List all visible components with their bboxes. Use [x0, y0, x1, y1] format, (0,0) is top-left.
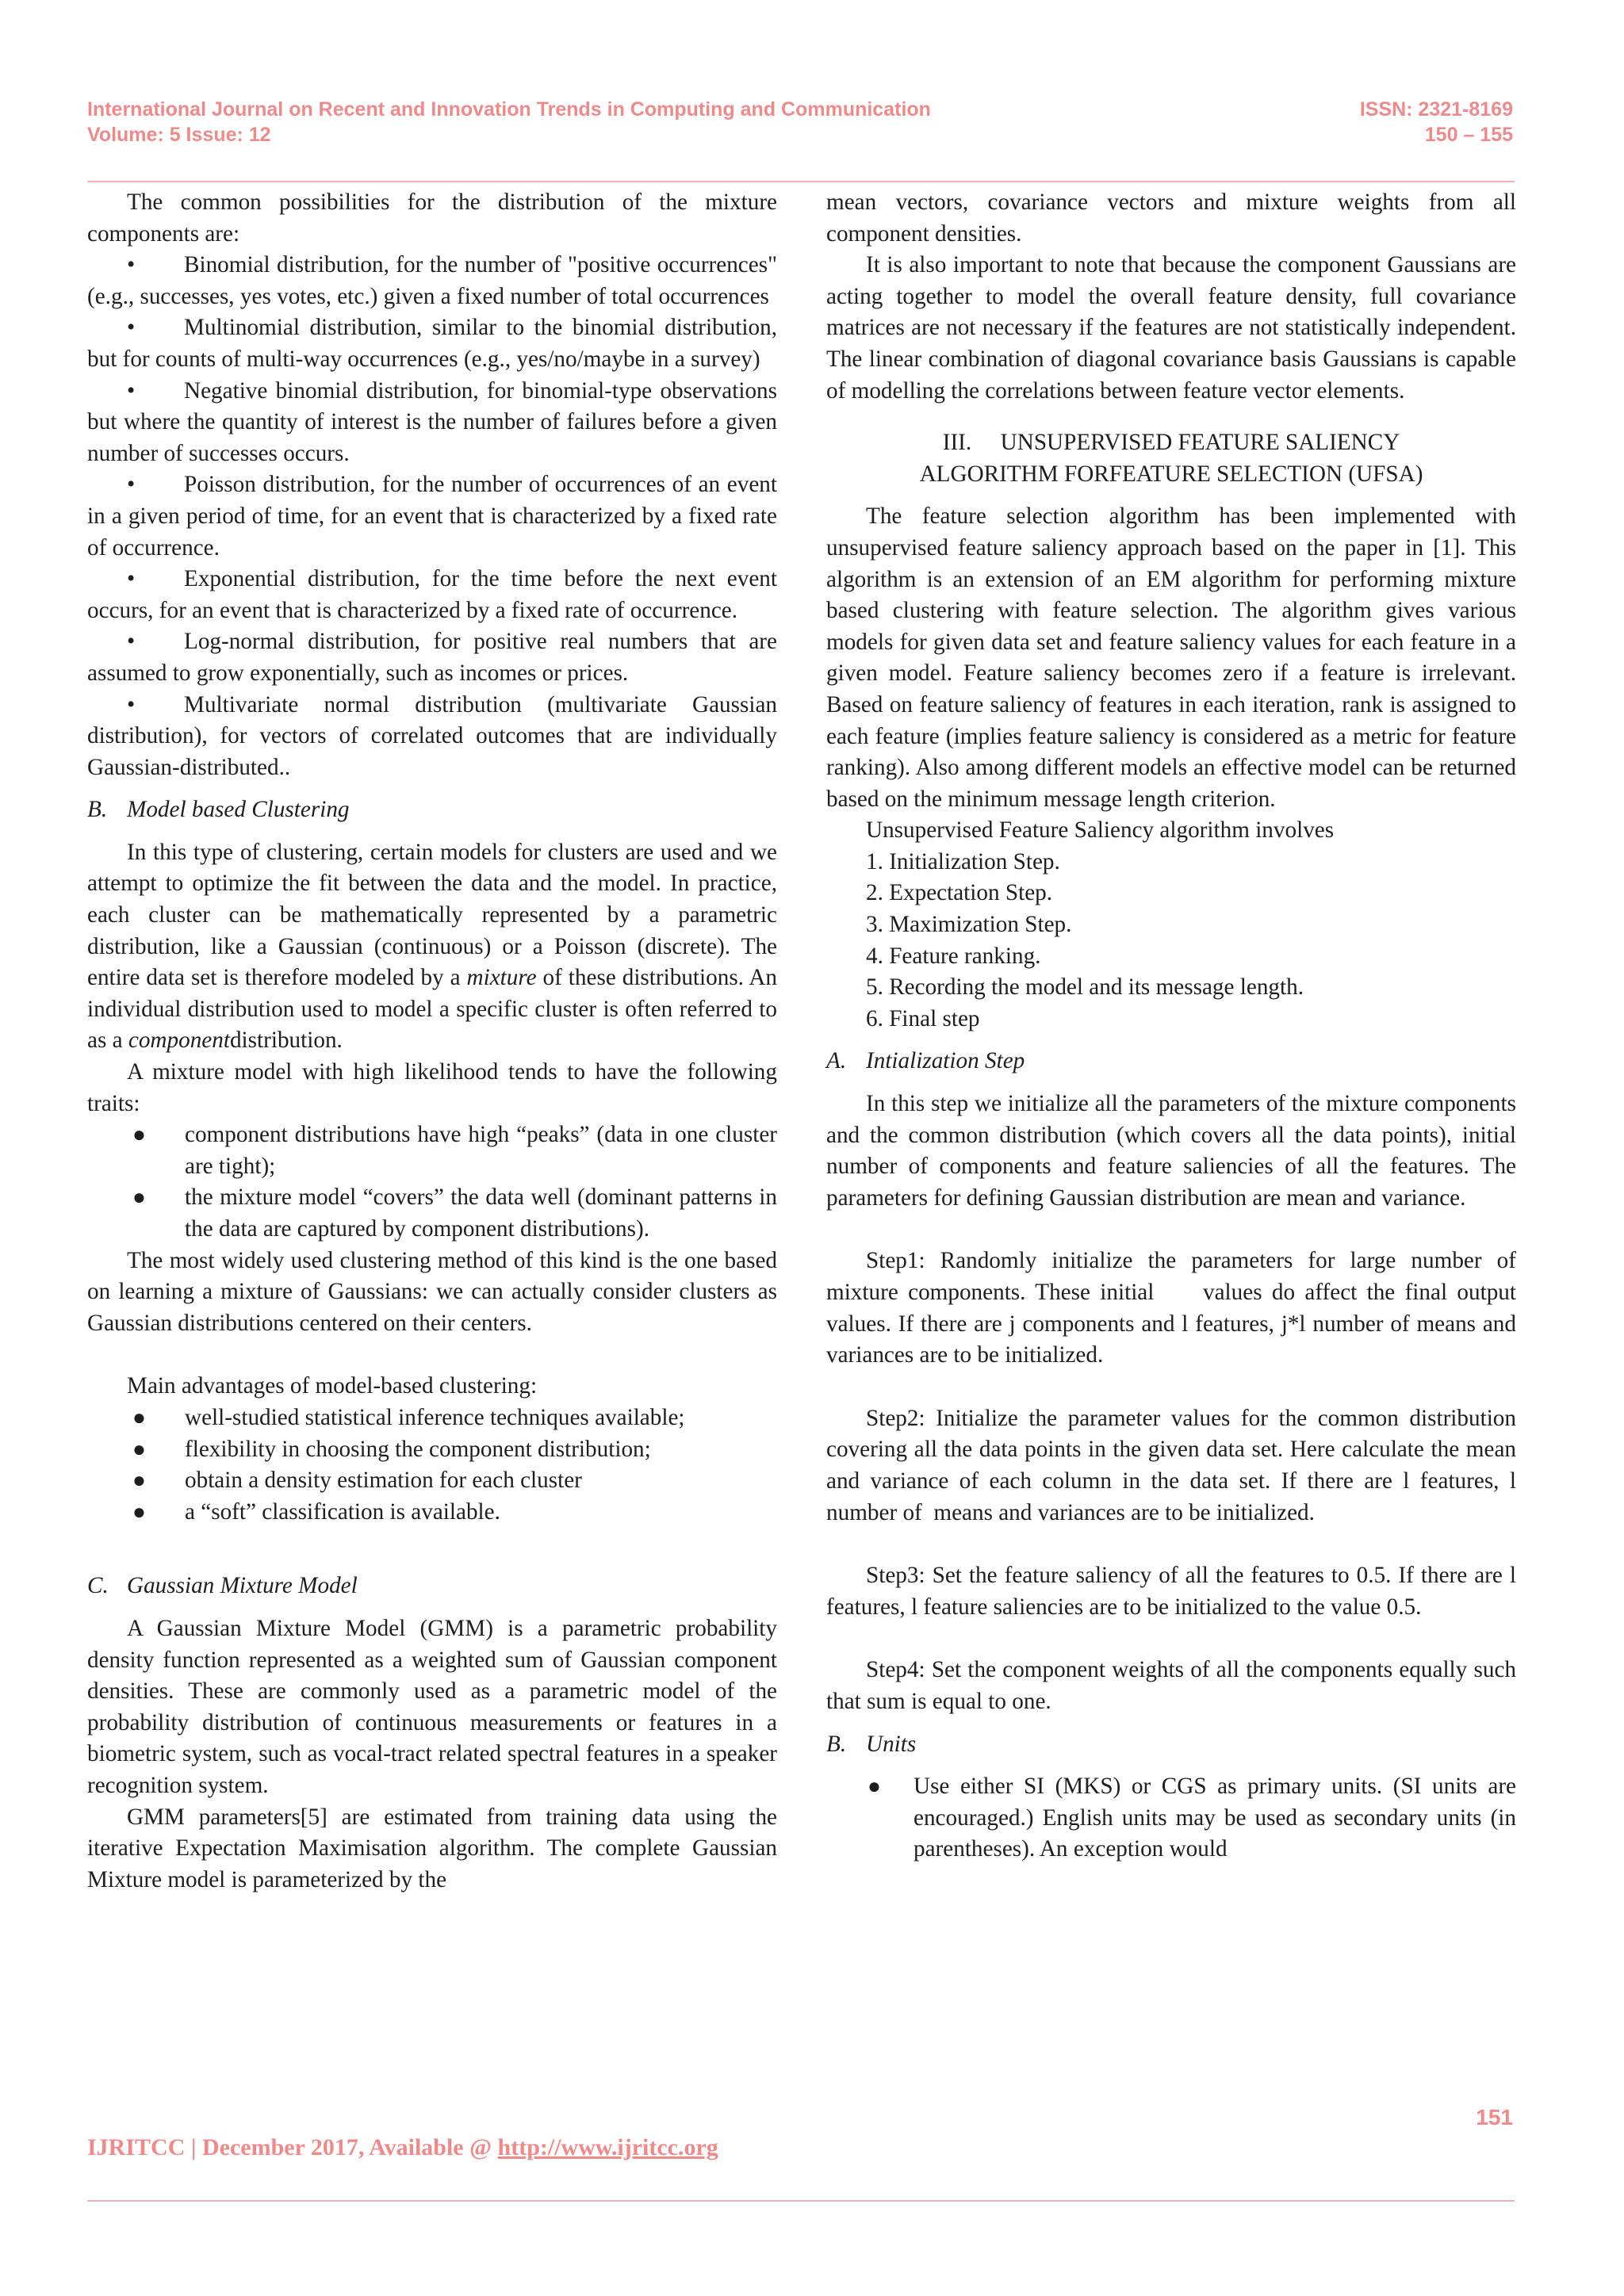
units-list [826, 1771, 1516, 1866]
distribution-item: • Negative binomial distribution, for binomial-type observations but where the quantity of interest is the number of failures before a given number of successes occurs. [87, 377, 777, 466]
header-rule [87, 181, 1515, 182]
step3-paragraph: Step3: Set the feature saliency of all the features to 0.5. If there are l features, l feature saliencies are to be initialized to the value 0.5. [826, 1563, 1516, 1620]
algorithm-steps [826, 815, 1516, 1035]
feature-selection-paragraph: The feature selection algorithm has been implemented with unsupervised feature saliency approach based on the paper in [1]. This algorithm is an extension of an EM algorithm for performing mixture based clustering with feature selection. The algorithm gives various models for given data set and feature saliency values for each feature in a given model. Feature saliency becomes zero if a feature is irrelevant. Based on feature saliency of features in each iteration, rank is assigned to each feature (implies feature saliency is considered as a metric for feature ranking). Also among different models an effective model can be returned based on the minimum message length criterion. [826, 503, 1516, 812]
step-item: 4. Feature ranking. [866, 943, 1041, 969]
trait-item: ● the mixture model “covers” the data well (dominant patterns in the data are captured by component distributions). [132, 1184, 777, 1242]
distribution-intro: The common possibilities for the distribution of the mixture components are: [87, 189, 777, 247]
advantages-list [87, 1402, 777, 1528]
footer-text: IJRITCC | December 2017, Available @ http://www.ijritcc.org [87, 2134, 718, 2160]
gaussian-mixture-paragraph: The most widely used clustering method of this kind is the one based on learning a mixture of Gaussians: we can actually consider clusters as Gaussian distributions centered on their centers. [87, 1247, 777, 1336]
advantage-item: ● flexibility in choosing the component distribution; [132, 1436, 651, 1462]
steps-intro: Unsupervised Feature Saliency algorithm involves [866, 817, 1335, 844]
section-heading-ufsa: III. UNSUPERVISED FEATURE SALIENCY ALGORITHM FORFEATURE SELECTION (UFSA) [919, 430, 1423, 487]
distribution-item: • Exponential distribution, for the time before the next event occurs, for an event that is characterized by a fixed rate of occurrence. [87, 566, 777, 623]
left-column [87, 187, 777, 1896]
journal-meta [1360, 97, 1513, 147]
section-heading-gmm: C. Gaussian Mixture Model [87, 1573, 358, 1599]
step-item: 5. Recording the model and its message length. [866, 974, 1304, 1001]
distribution-item: • Log-normal distribution, for positive real numbers that are assumed to grow exponentially, such as incomes or prices. [87, 629, 777, 686]
step1-paragraph: Step1: Randomly initialize the parameters for large number of mixture components. These initial values do affect the final output values. If there are j components and l features, j*l number of means and variances are to be initialized. [826, 1248, 1522, 1368]
journal-link[interactable]: http://www.ijritcc.org [497, 2134, 718, 2160]
section-heading-model-based-clustering: B. Model based Clustering [87, 797, 350, 823]
units-item: ● Use either SI (MKS) or CGS as primary units. (SI units are encouraged.) English units may be used as secondary units (in parentheses). An exception would [868, 1774, 1516, 1862]
distribution-item: • Poisson distribution, for the number of occurrences of an event in a given period of time, for an event that is characterized by a fixed rate of occurrence. [87, 472, 777, 561]
distribution-item: • Multinomial distribution, similar to the binomial distribution, but for counts of multi-way occurrences (e.g., yes/no/maybe in a survey) [87, 315, 777, 372]
journal-title: International Journal on Recent and Innovation Trends in Computing and Communication [87, 98, 931, 121]
journal-header [87, 97, 931, 147]
page-number: 151 [1476, 2105, 1513, 2130]
step-item: 6. Final step [866, 1005, 980, 1031]
section-heading-units: B. Units [826, 1731, 917, 1757]
journal-issn: ISSN: 2321-8169 [1359, 98, 1513, 121]
step-item: 1. Initialization Step. [866, 848, 1060, 874]
section-heading-initialization: A. Intialization Step [826, 1048, 1025, 1074]
trait-item: ● component distributions have high “peaks” (data in one cluster are tight); [132, 1122, 777, 1179]
traits-list [87, 1119, 777, 1245]
step4-paragraph: Step4: Set the component weights of all the components equally such that sum is equal to one. [826, 1657, 1516, 1714]
footer-rule [87, 2200, 1515, 2202]
advantage-item: ● obtain a density estimation for each cluster [132, 1468, 582, 1494]
distribution-item: • Multivariate normal distribution (multivariate Gaussian distribution), for vectors of correlated outcomes that are individually Gaussian-distributed.. [87, 691, 777, 780]
journal-pages: 150 – 155 [1424, 124, 1513, 146]
journal-volume: Volume: 5 Issue: 12 [87, 124, 271, 146]
continued-paragraph: mean vectors, covariance vectors and mixture weights from all component densities. [826, 189, 1516, 247]
advantage-item: ● well-studied statistical inference techniques available; [132, 1404, 685, 1430]
traits-intro: A mixture model with high likelihood tends to have the following traits: [87, 1059, 777, 1116]
initialization-paragraph: In this step we initialize all the parameters of the mixture components and the common distribution (which covers all the data points), initial number of components and feature saliencies of all the features. The parameters for defining Gaussian distribution are mean and variance. [826, 1091, 1516, 1211]
right-column [826, 187, 1522, 1866]
covariance-paragraph: It is also important to note that because the component Gaussians are acting together to model the overall feature density, full covariance matrices are not necessary if the features are not statistically independent. The linear combination of diagonal covariance basis Gaussians is capable of modelling the correlations between feature vector elements. [826, 252, 1516, 404]
advantages-intro: Main advantages of model-based clustering: [127, 1373, 538, 1399]
gmm-paragraph-2: GMM parameters[5] are estimated from training data using the iterative Expectation Maximisation algorithm. The complete Gaussian Mixture model is parameterized by the [87, 1804, 777, 1892]
step-item: 2. Expectation Step. [866, 880, 1053, 906]
model-based-paragraph: In this type of clustering, certain models for clusters are used and we attempt to optimize the fit between the data and the model. In practice, each cluster can be mathematically represented by a parametric distribution, like a Gaussian (continuous) or a Poisson (discrete). The entire data set is therefore modeled by a mixture of these distributions. An individual distribution used to model a specific cluster is often referred to as a componentdistribution. [87, 839, 777, 1054]
distribution-item: • Binomial distribution, for the number of "positive occurrences" (e.g., successes, yes votes, etc.) given a fixed number of total occurrences [87, 252, 777, 309]
step2-paragraph: Step2: Initialize the parameter values for the common distribution covering all the data points in the given data set. Here calculate the mean and variance of each column in the data set. If there are l features, l number of means and variances are to be initialized. [826, 1405, 1522, 1525]
step-item: 3. Maximization Step. [866, 912, 1072, 938]
advantage-item: ● a “soft” classification is available. [132, 1498, 500, 1525]
gmm-paragraph-1: A Gaussian Mixture Model (GMM) is a parametric probability density function represented as a weighted sum of Gaussian component densities. These are commonly used as a parametric model of the probability distribution of continuous measurements or features in a biometric system, such as vocal-tract related spectral features in a speaker recognition system. [87, 1615, 777, 1798]
